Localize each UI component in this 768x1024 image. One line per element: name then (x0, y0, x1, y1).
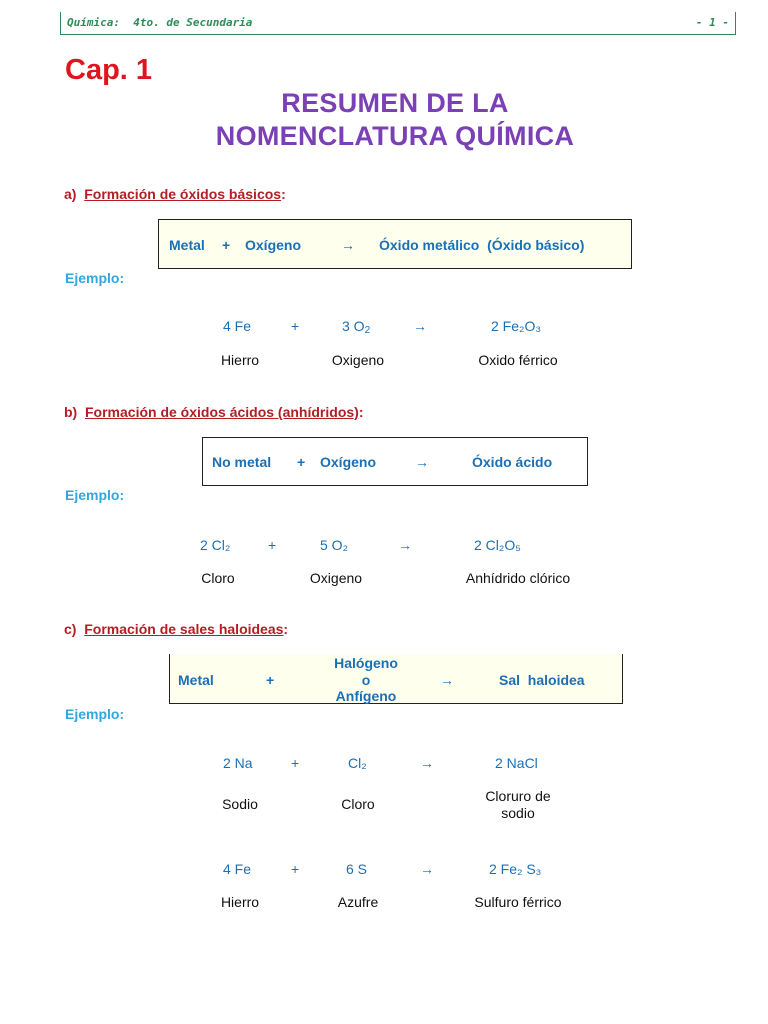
eq-c2-reactant1: 4 Fe (223, 861, 252, 877)
eq-c2-reactant2: 6 S (346, 861, 368, 877)
rule-c-plus: + (266, 672, 275, 688)
eq-b-product: 2 Cl₂O₅ (474, 537, 521, 553)
rule-a-reactant2: Oxígeno (245, 237, 302, 253)
example-label-b: Ejemplo: (65, 487, 125, 503)
eq-b-arrow: → (398, 537, 412, 553)
name-c1-3a: Cloruro de (485, 788, 551, 804)
eq-c2-product: 2 Fe₂ S₃ (489, 861, 542, 877)
eq-a-product: 2 Fe₂O₃ (491, 318, 542, 334)
eq-c1-reactant1: 2 Na (223, 755, 253, 771)
eq-b-reactant2: 5 O₂ (320, 537, 348, 553)
name-c1-3b: sodio (501, 805, 535, 821)
rule-c-reactant2-line1: Halógeno (334, 655, 398, 671)
section-b-heading: b) Formación de óxidos ácidos (anhídridos): (64, 404, 364, 420)
name-c2-2: Azufre (337, 894, 379, 910)
example-label-a: Ejemplo: (65, 270, 125, 286)
section-a-letter: a) (64, 186, 77, 202)
eq-c2-arrow: → (420, 861, 434, 877)
eq-c1-product: 2 NaCl (495, 755, 538, 771)
rule-c-product: Sal haloidea (499, 672, 585, 688)
eq-b-plus: + (268, 537, 277, 553)
name-c1-2: Cloro (341, 796, 375, 812)
rule-b-plus: + (297, 454, 306, 470)
eq-c1-arrow: → (420, 755, 434, 771)
section-a-title: Formación de óxidos básicos (84, 186, 282, 202)
rule-c-arrow: → (440, 672, 454, 688)
rule-box-c (169, 654, 623, 704)
rule-c-reactant2-line2: o (361, 672, 371, 688)
eq-a-reactant2-symbol: 3 O (342, 318, 365, 334)
eq-c1-reactant2: Cl₂ (348, 755, 367, 771)
section-b-letter: b) (64, 404, 78, 420)
rule-a-arrow: → (341, 237, 355, 253)
page-title-line2: NOMENCLATURA QUÍMICA (215, 121, 575, 151)
name-b-2: Oxigeno (309, 570, 363, 586)
rule-a-product: Óxido metálico (Óxido básico) (379, 237, 585, 253)
header-page-number: - 1 - (695, 16, 729, 29)
section-b-title: Formación de óxidos ácidos (anhídridos) (85, 404, 359, 420)
rule-b-product: Óxido ácido (472, 454, 553, 470)
eq-a-reactant1: 4 Fe (223, 318, 252, 334)
rule-b-reactant2: Oxígeno (320, 454, 377, 470)
header-course: Química: 4to. de Secundaria (67, 16, 253, 29)
rule-a-reactant1: Metal (169, 237, 205, 253)
page-title-line1: RESUMEN DE LA (281, 88, 509, 118)
page-header (60, 12, 736, 35)
rule-b-reactant1: No metal (212, 454, 272, 470)
section-c-heading: c) Formación de sales haloideas: (64, 621, 289, 637)
section-c-title: Formación de sales haloideas (84, 621, 284, 637)
rule-box-b (202, 437, 588, 486)
name-c1-1: Sodio (222, 796, 258, 812)
chapter-label: Cap. 1 (65, 54, 153, 86)
section-a-heading: a) Formación de óxidos básicos: (64, 186, 286, 202)
name-c2-1: Hierro (220, 894, 260, 910)
rule-c-reactant1: Metal (178, 672, 214, 688)
rule-b-arrow: → (415, 454, 429, 470)
example-label-c: Ejemplo: (65, 706, 125, 722)
eq-b-reactant1: 2 Cl₂ (200, 537, 231, 553)
rule-box-a (158, 219, 632, 269)
name-a-2: Oxigeno (331, 352, 385, 368)
name-b-1: Cloro (201, 570, 235, 586)
name-a-3: Oxido férrico (478, 352, 558, 368)
eq-c1-plus: + (291, 755, 300, 771)
eq-a-reactant2-sub: 2 (364, 325, 371, 336)
section-c-letter: c) (64, 621, 77, 637)
name-c2-3: Sulfuro férrico (474, 894, 562, 910)
name-a-1: Hierro (220, 352, 260, 368)
name-b-3: Anhídrido clórico (465, 570, 571, 586)
rule-c-reactant2-line3: Anfígeno (335, 688, 397, 704)
eq-a-reactant2 (342, 318, 370, 336)
eq-c2-plus: + (291, 861, 300, 877)
eq-a-plus: + (291, 318, 300, 334)
eq-a-arrow: → (413, 318, 427, 334)
rule-a-plus: + (222, 237, 231, 253)
